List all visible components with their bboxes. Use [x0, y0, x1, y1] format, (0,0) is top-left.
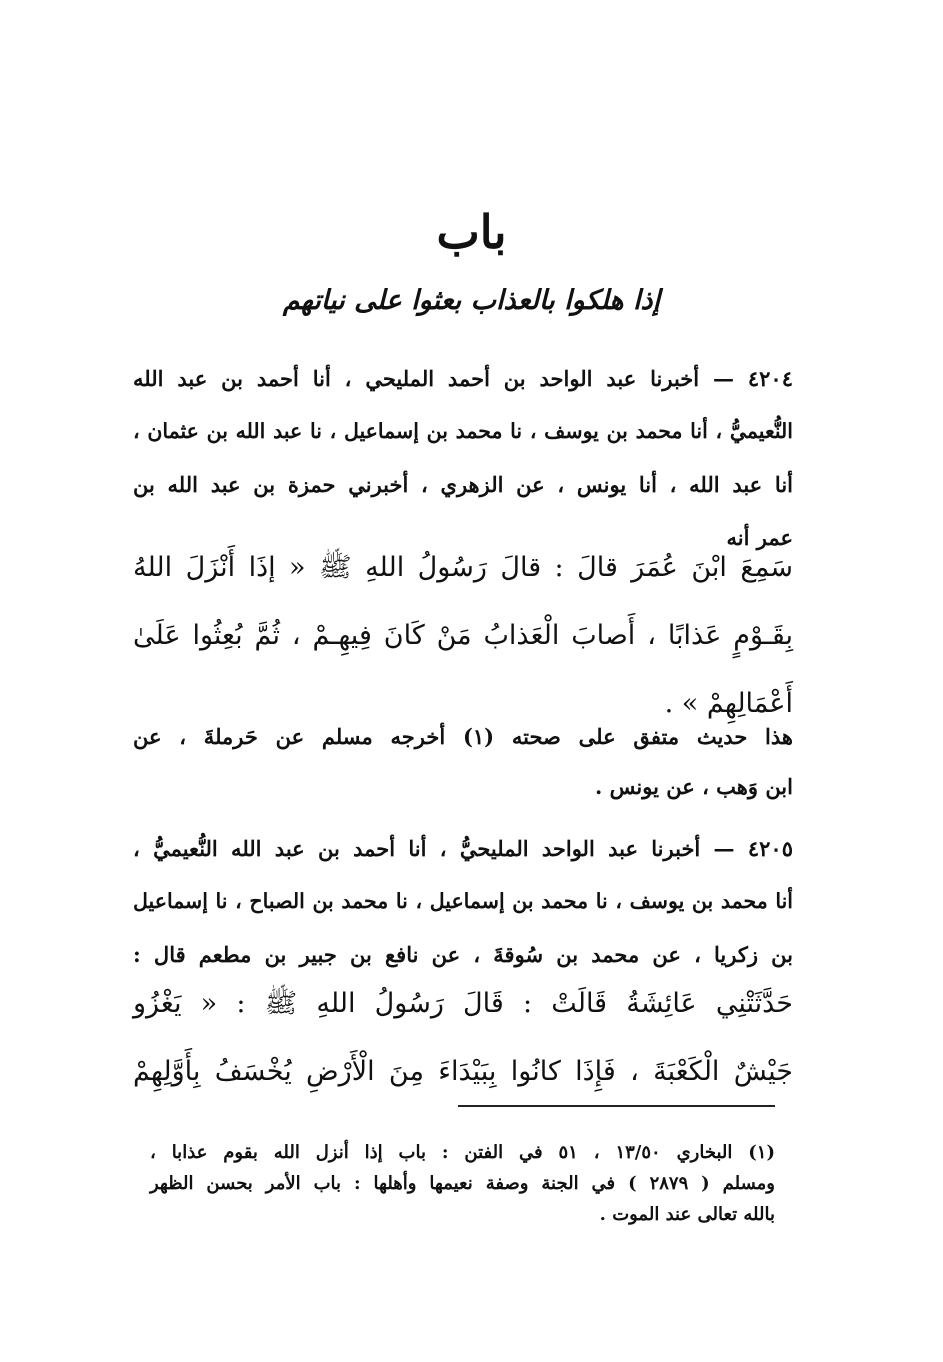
footnote-line: بالله تعالى عند الموت .	[599, 1204, 775, 1225]
commentary-line: ابن وَهب ، عن يونس .	[595, 774, 793, 799]
footnotes	[150, 1137, 775, 1230]
hadith-4204-commentary	[133, 712, 793, 812]
footnote-line: (١) البخاري ١٣/٥٠ ، ٥١ في الفتن : باب إذا أنزل الله بقوم عذابا ،	[150, 1142, 775, 1163]
footnote-divider	[458, 1105, 775, 1107]
matn-line: حَدَّثَتْنِي عَائِشَةُ قَالَتْ : قَالَ رَسُولُ اللهِ ﷺ : « يَغْزُو	[133, 988, 793, 1019]
matn-line: أَعْمَالِهِمْ » .	[664, 688, 793, 719]
isnad-line: عمر أنه	[726, 525, 793, 550]
isnad-line: أنا محمد بن يوسف ، نا محمد بن إسماعيل ، نا محمد بن الصباح ، نا إسماعيل	[133, 889, 793, 913]
chapter-subtitle: إذا هلكوا بالعذاب بعثوا على نياتهم	[282, 285, 661, 316]
isnad-line: ٤٢٠٤ — أخبرنا عبد الواحد بن أحمد المليحي ، أنا أحمد بن عبد الله	[133, 366, 793, 391]
hadith-4205-isnad	[133, 822, 793, 981]
chapter-title: باب	[436, 205, 507, 259]
matn-line: بِقَـوْمٍ عَذابًا ، أَصابَ الْعَذابُ مَنْ كَانَ فِيهِـمْ ، ثُمَّ بُعِثُوا عَلَىٰ	[133, 620, 793, 651]
matn-line: سَمِعَ ابْنَ عُمَرَ قالَ : قالَ رَسُولُ اللهِ ﷺ « إذَا أَنْزَلَ اللهُ	[133, 552, 793, 583]
isnad-line: بن زكريا ، عن محمد بن سُوقةَ ، عن نافع بن جبير بن مطعم قال :	[133, 942, 793, 967]
hadith-4204-matn	[133, 534, 793, 738]
isnad-line: النُّعيميُّ ، أنا محمد بن يوسف ، نا محمد بن إسماعيل ، نا عبد الله بن عثمان ،	[133, 419, 793, 443]
isnad-line: ٤٢٠٥ — أخبرنا عبد الواحد المليحيُّ ، أنا أحمد بن عبد الله النُّعيميُّ ،	[133, 836, 793, 861]
matn-line: جَيْشٌ الْكَعْبَةَ ، فَإِذَا كانُوا بِبَيْدَاءَ مِنَ الْأَرْضِ يُخْسَفُ بِأَوَّلِهِمْ	[133, 1056, 793, 1087]
footnote-line: ومسلم ( ٢٨٧٩ ) في الجنة وصفة نعيمها وأهلها : باب الأمر بحسن الظهر	[150, 1173, 775, 1194]
hadith-4204-isnad	[133, 352, 793, 564]
hadith-4205-matn	[133, 970, 793, 1106]
commentary-line: هذا حديث متفق على صحته (١) أخرجه مسلم عن حَرملةَ ، عن	[133, 724, 793, 749]
isnad-line: أنا عبد الله ، أنا يونس ، عن الزهري ، أخبرني حمزة بن عبد الله بن	[133, 472, 793, 497]
